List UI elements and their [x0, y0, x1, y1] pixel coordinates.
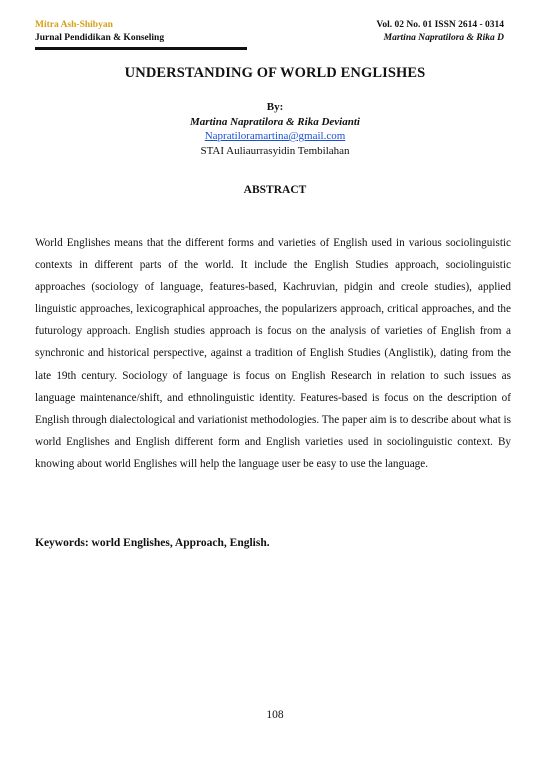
volume-issn: Vol. 02 No. 01 ISSN 2614 - 0314 [376, 20, 504, 30]
author-names: Martina Napratilora & Rika Devianti [190, 115, 360, 128]
running-header-left [35, 19, 164, 45]
keywords-line: Keywords: world Englishes, Approach, English. [35, 537, 270, 549]
by-label: By: [266, 101, 284, 113]
header-rule [35, 47, 247, 50]
paper-title: UNDERSTANDING OF WORLD ENGLISHES [124, 65, 426, 81]
author-institution: STAI Auliaurrasyidin Tembilahan [200, 144, 350, 157]
running-authors: Martina Napratilora & Rika D [383, 33, 504, 43]
running-header-right [376, 19, 504, 45]
page-number: 108 [266, 709, 284, 721]
abstract-heading: ABSTRACT [243, 184, 307, 196]
author-block [0, 100, 550, 158]
journal-name: Mitra Ash-Shibyan [35, 20, 113, 30]
journal-subtitle: Jurnal Pendidikan & Konseling [35, 33, 165, 43]
author-email-link[interactable]: Napratiloramartina@gmail.com [204, 130, 346, 142]
abstract-text: World Englishes means that the different forms and varieties of English used in various sociolinguistic contexts in different parts of the world. It include the English Studies approach, sociolinguistic approaches (sociology of language, features-based, Kachruvian, pidgin and creole studies), applied linguistic approaches, lexicographical approaches, the popularizers approach, critical approaches, and the futurology approach. English studies approach is focus on the analysis of varieties of English from a synchronic and historical perspective, against a tradition of English Studies (Anglistik), dating from the late 19th century. Sociology of language is focus on English Research in relation to such issues as language maintenance/shift, and ethnolinguistic identity. Features-based is focus on the description of English through dialectological and variationist methodologies. The paper aim is to describe about what is world Englishes and English different form and English varieties used in sociolinguistic context. By knowing about world Englishes will help the language user be easy to use the language. [35, 237, 511, 470]
